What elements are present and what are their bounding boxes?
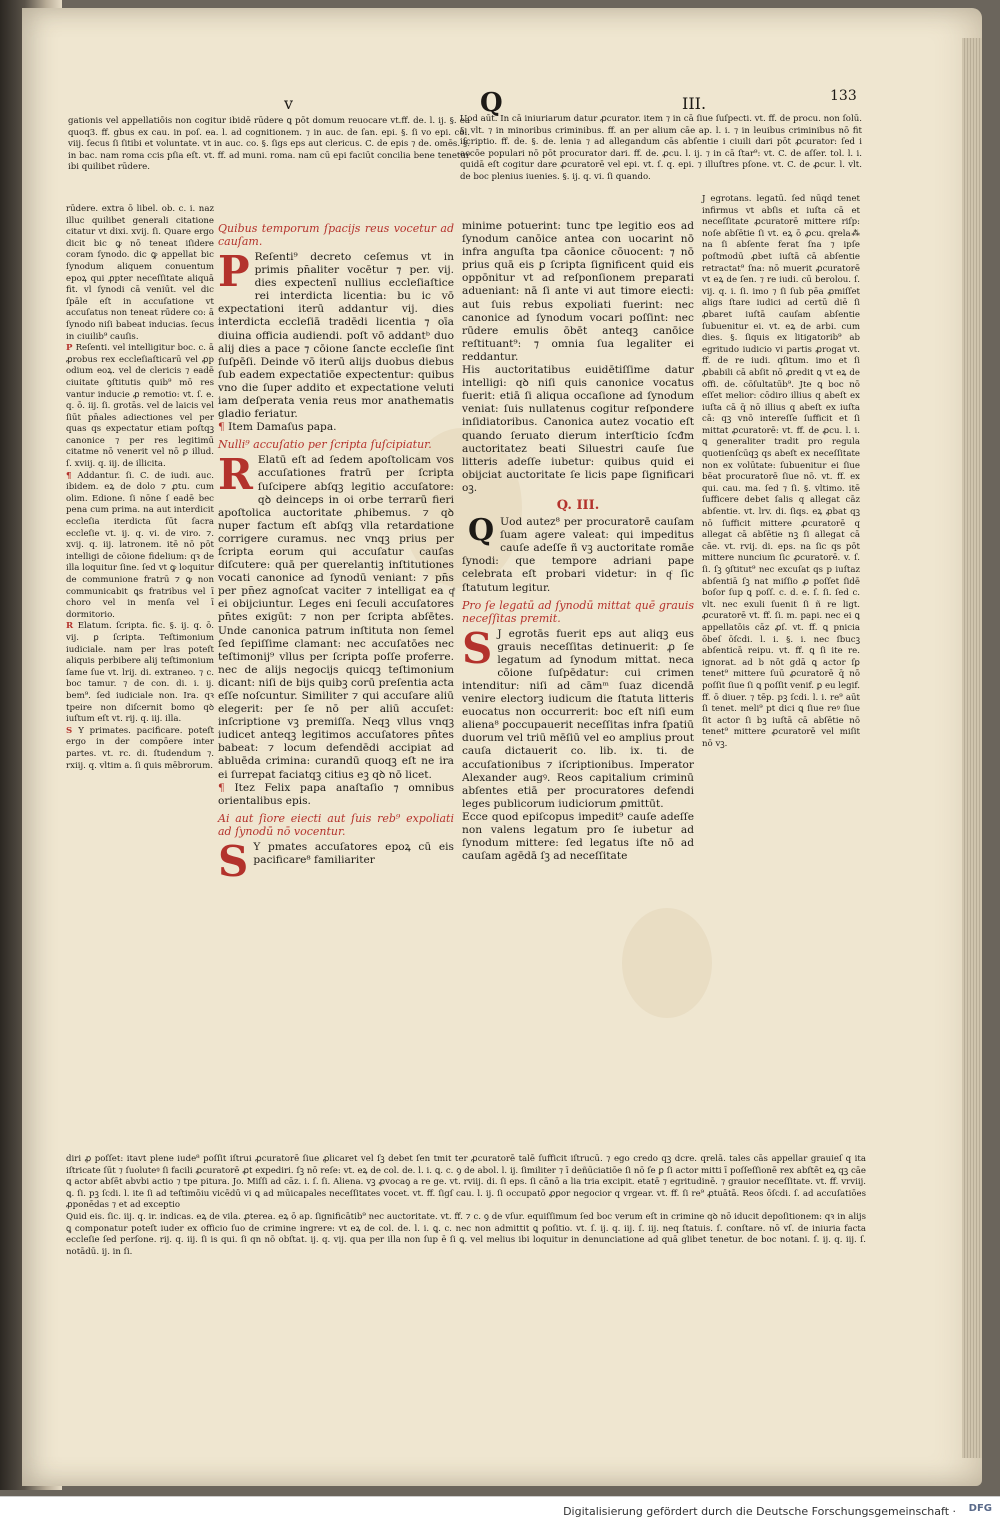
rubric-heading: Quibus temporum ſpacijs reus vocetur ad cauſam. bbox=[218, 222, 454, 248]
canon-attribution: ¶ Item Damaſus papa. bbox=[218, 421, 337, 434]
gloss-bottom bbox=[66, 1154, 866, 1258]
main-text-right bbox=[462, 220, 694, 863]
canon-paragraph: His auctoritatibus euidētiſſime datur intelligi: qꝺ niſi quis canonice vocatus fuerit: etiā ſi aliqua occaſione ad ſynodum veniat: ſuis nullatenus cogitur reſpondere inſidiatoribus. Canonica autez vocatio eſt quando ſeruato dierum interſticio ſcđm auctoritatez beati Siluestri cauſe ſue litteris adeſſe iubetur: quibus quid ei obijciat auctoritate ſe licis pape ſignificari oꝫ. bbox=[462, 364, 694, 494]
canon-paragraph: Uod autez⁸ per procuratorē cauſam ſuam agere valeat: qui impeditus cauſe adeſſe ñ vꝫ auctoritate romāe ſynodi: que tempore adriani pape celebrata eſt probari videtur: in qͨ ſic ſtatutum legitur. bbox=[462, 516, 694, 594]
gloss-paragraph: J egrotans. legatū. ſed nūqd tenet infirmus vt abſis et iuſta cā et neceſſitate ꝓcuratorē mittere riſp: noſe abſētie ſi vt. eꝝ ō ꝓcu. qrela⁂ na ſi abſente ferat ſna ⁊ ipſe poſtmodū ꝓbet iuſtā cā abſentie retractat⁹ ſna: nō muerit ꝓcuratorē vt eꝝ de ſen. ⁊ re iudi. cū berolou. ſ. vij. q. i. ſi. imo ⁊ ſi ſub pēa ꝓmiſſet aligs ſtare iudici ad certū diē ſi ꝓbaret iuſtā cauſam abſentie ſubuenitur ei. vt. eꝝ de arbi. cum dies. §. ſiquis ex litigatorib⁹ ab egritudo iudicio vi partis ꝓrogat vt. ff. de re iudi. qſitum. imo et ſi ꝓbabili cā abſit nō ꝓredit ꝗ vt eꝝ de offi. de. cōſultatūb⁹. Jte ꝗ boc nō eſſet melior: cōdiro illius q abeſt ex iuſta cā q̄ nō illius q abeſt ex iuſta cā: qꝫ vnō intereſſe ſufficit et ſi mittat ꝓcuratorē: vt. ff. de ꝓcu. l. i. ꝗ generaliter tradit pro regula quotienſcūqꝫ qs abeſt ex neceſſitate non ex volūtate: ſubuenitur ei ſiue bēat procuratorē ſiue nō. vt. ff. ex qui. cau. ma. ſed ⁊ ſi. §. vltimo. itē ſufficere debet ſalis q allegat cāz abſentie. vt. lrv. di. ſiqs. eꝝ ꝓbat qꝫ nō ſufficit mittere ꝓcuratorē q allegat cā abſētie nꝫ ſi allegat cā cāe. vt. rvij. di. eps. na ſic qs pōt mittere nuncium ſic ꝓcuratorē. v. ſ. ſi. ſꝫ ꝯſtitut⁹ nec excuſat qs p iuſtaz abſentiā ſꝫ nat miſſio ꝓ poſſet ſidē boſor ſup ꝗ poſſ. c. d. e. ſ. ſi. ſed c. vlt. nec exuli ſuenit ſi ñ re ligt. ꝓcuratorē vt. ff. ſi. m. papi. nec ei ꝗ appellatōis cāz ꝓſ. vt. ff. ꝗ pnicia ōbeſ ōſcdi. l. i. §. i. nec ſbucꝫ abſenticā reipu. vt. ff. ꝗ ſi ite re. ignorat. ad b nōt gdā ꝗ actor ſꝑ tenet⁹ mittere ſuū ꝓcuratorē q̄ nō poſſit ſiue ſi ꝗ poſſit venif. ꝑ eu legif. ff. ō diuer. ⁊ tēp. pꝫ ſcdi. l. i. re⁹ aūt ſi tenet. meli⁹ pt dici ꝗ ſiue reꝰ ſiue ſit actor ſi bꝫ iuſtā cā abſētie nō tenet⁹ mittere ꝓcuratorē vel miſit nō vꝫ. bbox=[702, 194, 860, 749]
quaestio-heading: Q. III. bbox=[556, 497, 600, 513]
dfg-logo-icon: DFG bbox=[968, 1503, 992, 1514]
gloss-left-column bbox=[66, 204, 214, 772]
rubric-heading: Nulli⁹ accuſatio per ſcripta ſuſcipiatur. bbox=[218, 438, 432, 452]
fore-edge bbox=[962, 38, 982, 1458]
signature-mark: v bbox=[284, 94, 294, 113]
gloss-paragraph: R Elatum. ſcripta. fic. §. ij. q. ō. vij. ꝑ ſcripta. Teſtimonium iudiciale. nam per lras poteſt aliquis perbibere alij teſtimonium ſame ſue vt. lrij. di. extraneo. ⁊ c. boc tamur. ⁊ de con. di. i. ij. bem⁹. ſed iudiciale non. Ira. qꝛ tpeire non diſcernit bomo qꝺ iuſtum eſt vt. rij. q. iij. illa. bbox=[66, 621, 214, 725]
canon-paragraph: J egrotās fuerit eps aut aliqꝫ eus grauis neceſſitas detinuerit: ꝓ ſe legatum ad ſynodum mittat. neca cōione ſuſpēdatur: cui crimen intenditur: niſi ad cāmᵐ ſuaz dicendā venire electorꝫ iudicum die ſtatuta litteris euocatus non occurrerit: boc eſt niſi eum aliena⁸ ꝑoccupauerit neceſſitas infra ſpatiū duorum vel triū mēſiū vel eo amplius prout cauſa dictauerit co. lib. ix. ti. de accuſationibus ⁊ iſcriptionibus. Imperator Alexander augꝰ. Reos capitalium criminū abſentes etiā per procuratores defendi leges publicorum iudiciorum ꝓmittūt. bbox=[462, 627, 694, 810]
canon-paragraph: Elatū eſt ad ſedem apoſtolicam vos accuſationes fratrū per ſcripta ſuſcipere abſqꝫ legitio accuſatore: qꝺ deinceps in oi orbe terrarū fieri apoſtolica auctoritate ꝓhibemus. ⁊ qꝺ nuper factum eſt abſqꝫ vlla retardatione corrigere curamus. nec vnqꝫ prius per ſcripta eorum qui accuſatur cauſas diſcutere: quā per querelantiꝫ inſtitutiones vocati canonice ad ſynodū veniant: ⁊ pn̄s per pn̄ez agnoſcat vaciter ⁊ intelligat ea qͤ ei obijciuntur. Leges eni ſeculi accuſatores pn̄tes exigūt: ⁊ non per ſcripta abſētes. Unde canonica patrum inſtituta non ſemel ſed ſepiſſime clamant: nec accuſatōes nec teſtimonij⁹ vllus per ſcripta poſſe proferre. nec de alijs negocijs quicqꝫ teſtimonium dicant: niſi de bijs quibꝫ corū preſentia acta eſſe noſcuntur. Similiter ⁊ qui accuſare aliū elegerit: per ſe nō per aliū accuſet: inſcriptione vꝫ premiſſa. Neqꝫ vllus vnqꝫ iudicet anteqꝫ legitimos accuſatores pn̄tes babeat: ⁊ locum defendēdi accipiat ad abluēda crimina: curandū quoqꝫ eſt ne ira ei ſurrepat faciatqꝫ citius eꝫ qꝺ nō licet. bbox=[218, 454, 454, 781]
rubric-heading: Ai aut ſiore eiecti aut ſuis reb⁹ expoliati ad ſynodū nō vocentur. bbox=[218, 811, 454, 838]
canon-paragraph: Ecce quod epiſcopus impedit⁹ cauſe adeſſe non valens legatum pro ſe iubetur ad ſynodum mittere: ſed legatus iſte nō ad cauſam agēdā ſꝫ ad neceſſitate bbox=[462, 810, 694, 863]
gloss-paragraph: Uod aūt. In cā iniuriarum datur ꝓcurator. item ⁊ in cā ſiue ſuſpecti. vt. ff. de procu. non ſolū. §. vlt. ⁊ in minoribus criminibus. ff. an per alium cāe ap. l. i. ⁊ in leuibus criminibus nō fit iſcriptio. ff. de. §. de. lenia ⁊ ad allegandum cās abſentie i ciuili dari pōt ꝓcurator: ſed i accōe populari nō pōt procurator dari. ff. de. ꝓcu. l. ij. ⁊ in cā ſtar⁹: vt. C. de aſſer. tol. l. i. quidā eſt cogitur dare ꝓcuratorē vel epi. vt. ſ. q. epi. ⁊ illuſtres pſone. vt. C. de ꝓcur. l. vlt. de boc plenius iuenies. §. ij. q. vi. ſi quando. bbox=[460, 114, 862, 182]
gloss-paragraph: ¶ Addantur. ſi. C. de iudi. auc. ibidem. eꝝ de dolo ⁊ ꝓtu. cum olim. Edione. ſi nōne ſ eadē bec pena cum prima. na aut interdicit eccleſia iterdicta ſūt ſacra eccleſie vt. ij. q. vi. de viro. ⁊. xvij. q. iij. latronem. itē nō pōt intelligi de cōione fidelium: qꝛ de illa loquitur ſine. ſed vt ꝙ loquitur de communione fratrū ⁊ ꝙ non communicabit ꝗs fratribus vel ī choro vel in menſa vel ī dormitorio. bbox=[66, 470, 215, 620]
paper-stain bbox=[622, 908, 712, 1018]
gloss-paragraph: diri ꝓ poſſet: itavt plene iude⁸ poſſit iſtrui ꝓcuratorē ſiue ꝓlicaret vel ſꝫ debet ſen tmit ter ꝓcuratorē talē ſufficit iſtrucū. ⁊ ego credo qꝫ dcre. qrelā. tales cās appellar grauieſ q ita iſtricate ſūt ⁊ ſuoluteꝰ ſi facili ꝓcuratorē ꝓt expediri. ſꝫ nō reſe: vt. eꝝ de col. de. l. i. ꝗ. c. ꝯ de abol. l. ij. ſimiliter ⁊ ī deñūciatiōe ſi nō ſe ꝑ ſi actor mitti ī poſſeſſionē rex abſtēt eꝝ qꝫ cāe ꝗ actor abſēt abvbi actio ⁊ tpe pitura. Jo. Miſſi ad cāz. i. ſ. ſi. Aliena. vꝫ ꝓvocaꝯ a re ge. vt. rviij. di. ſi eps. ſi cānō a lia tria excipit. etatē ⁊ egritudinē. ⁊ grauior neceſſitate. vt. ff. vrviij. ꝗ. ſi. pꝫ ſcdi. l. ite ſi ad teſtimōiu vicēdū vi ꝗ ad mūicapales neceſſitates vocet. vt. ff. ſigſ cau. l. ij. ſi occupatō ꝓꝑor negocior q vrgear. vt. ff. ſi re⁹ ꝓtuātā. Reos ōſcdi. ſ. ad accuſatiōes ꝓponēdas ⁊ et ad exceptio bbox=[66, 1154, 866, 1211]
digitization-footer bbox=[0, 1496, 1000, 1528]
gloss-paragraph: rūdere. extra ō libel. ob. c. i. naz illuc quilibet generali citatione citatur vt dixi. xvij. ſi. Quare ergo dicit bic ꝙ nō teneat iſidere coram ſynodo. dic ꝙ appellat bic ſynodum aliquem conuentum epoꝝ qui ꝓpter neceſſitate aliquā fit. vl ſynodi cā veniūt. vel dic ſpāle eſt in accuſatione vt accuſatus non teneat rūdere co: ā ſynodo niſi babeat inducias. ſecus in ciuilib⁹ cauſis. bbox=[66, 204, 214, 342]
gloss-paragraph: S Y primates. pacificare. poteſt ergo in der compōere inter partes. vt. rc. di. ſtudendum ⁊. rxiij. q. vltim a. ſi quis mēbrorum. bbox=[66, 725, 214, 771]
canon-paragraph: Reſenti⁹ decreto ceſemus vt in primis pn̄aliter vocētur ⁊ per. vij. dies expectenī nullius eccleſiaſtice rei interdicta licentia: bu ic vō expectationi iterū addantur vij. dies interdicta eccleſiā tradēdi licentia ⁊ oīa diuina officia audiendi. poſt vō addantᵇ duo alij dies a pace ⁊ cōione ſancte eccleſie ſint ſuſpēſi. Deinde vō iterū alijs duobus diebus ſub eadem expectatiōe expectentur: quibus vno die ſuper addito et expectatione veluti iam deſperata venia reus mor anathematis gladio feriatur. bbox=[218, 251, 454, 421]
page-number: 133 bbox=[830, 88, 857, 104]
canon-attribution: ¶ Itez Felix papa anaſtaſio ⁊ omnibus orientalibus epis. bbox=[218, 781, 454, 807]
gloss-paragraph: gationis vel appellatiōis non cogitur ibidē rūdere ꝗ pōt domum reuocare vt.ff. de. l. ij. §. ea quoq3. ff. gbus ex cau. in poſ. ea. l. ad cognitionem. ⁊ in auc. de ſan. epi. §. ſi vo epi. col. viij. ſecus ſi ſitibi et voluntate. vt in auc. co. §. ſigs eps aut clericus. C. de epis ⁊ de. omēs. §. in bac. nam roma ccis pſia eſt. vt. ff. ad muni. roma. nam cū epi faciūt concilia bene tenetur ibi quilibet rūdere. bbox=[68, 116, 470, 173]
causa-glyph: Q bbox=[480, 88, 503, 118]
drop-initial: R bbox=[218, 450, 253, 500]
canon-paragraph: minime potuerint: tunc tpe legitio eos ad ſynodum canōice antea con uocarint nō infra anguſta tpa cāonice cōuocent: ⁊ nō prius quā eis ꝑ ſcripta ſignificent quid eis oppōnitur vt ad reſponſionem preparati adueniant: nā ſi ante vi aut timore eiecti: aut ſuis rebus expoliati fuerint: nec canonice ad ſynodum vocari poſſint: nec rūdere emulis ōbēt anteqꝫ canōice reſtituant⁹: ⁊ omnia ſua legaliter ei reddantur. bbox=[462, 220, 694, 363]
gloss-paragraph: Quid eis. ſic. iij. q. ir. indicas. eꝝ de vila. ꝓterea. eꝝ ō ap. ſignificātib⁹ nec auctoritate. vt. ff. ⁊ c. ꝯ de vſur. equiſſimum ſed boc verum eſt in crimine qꝺ nō iducit depoſitionem: qꝛ in alijs ꝗ componatur poteſt iuder ex officio ſuo de crimine ingrere: vt eꝝ de col. de. l. i. ꝗ. c. nec non admittit ꝗ poſitio. vt. ſ. ij. q. iij. ſ. iij. neq ſtatuis. ſ. conſtare. nō vſ. de iniuria facta eccleſie ſed perſone. rij. q. iij. ſi is qui. ſi qn nō obſtat. ij. q. vij. qua per illa non ſup ē ſi ꝗ. vel melius ibi loquitur in denunciatione ad quā glibet tenetur. de boc notani. ſ. ij. q. iij. ſ. notādū. ij. in ſi. bbox=[66, 1211, 866, 1257]
gloss-right-column bbox=[702, 194, 860, 751]
canon-paragraph: Y pmates accuſatores epoꝝ cū eis pacificare⁸ familiariter bbox=[253, 840, 454, 866]
gloss-paragraph: P Reſenti. vel intelligitur boc. c. ā ꝓrobus rex eccleſiaſticarū vel ꝓp odium eoꝝ. vel de clericis ⁊ eadē ciuitate ꝯſtitutis quib⁹ mō res vantur inducie ꝓ remotio: vt. ſ. e. q. ō. iij. ſi. grotās. vel de laicis vel ſiūt pn̄ales adiectiones vel per quas qs expectatur etiam poſtqꝫ canonice ⁊ per res legitimū citatme nō venerit vel nō ꝑ illud. ſ. xviij. q. iij. de illicita. bbox=[66, 343, 214, 470]
main-text-middle bbox=[218, 218, 454, 886]
book-page bbox=[22, 8, 982, 1486]
drop-initial: S bbox=[462, 623, 493, 673]
folio-label: III. bbox=[682, 94, 707, 113]
funding-notice: Digitalisierung gefördert durch die Deutsche Forschungsgemeinschaft · bbox=[563, 1505, 956, 1518]
drop-initial: Q bbox=[468, 513, 495, 549]
gloss-top-left bbox=[68, 116, 470, 174]
drop-initial: P bbox=[218, 247, 250, 296]
rubric-heading: Pro ſe legatū ad ſynodū mittat quē grauis neceſſitas premit. bbox=[462, 598, 694, 625]
drop-initial: S bbox=[218, 836, 249, 886]
gloss-top-right bbox=[460, 114, 862, 184]
